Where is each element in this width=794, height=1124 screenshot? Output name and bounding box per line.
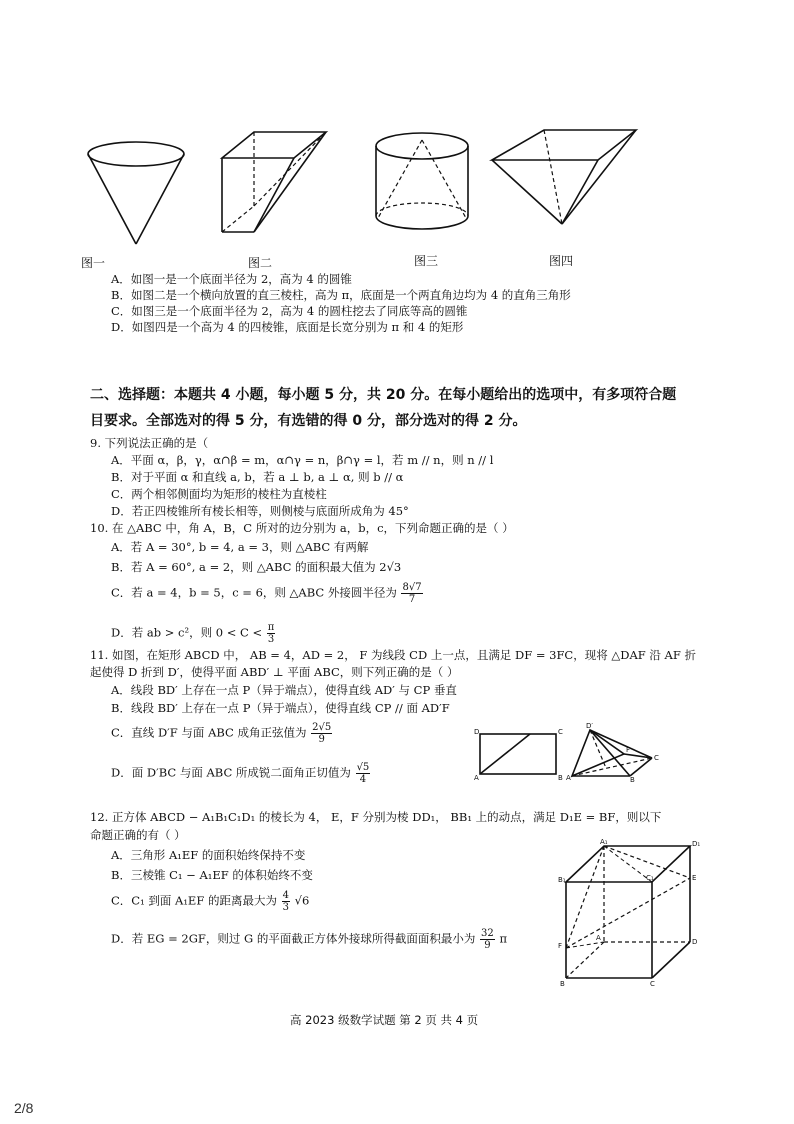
fold-label-a: A [566,774,571,782]
q12-stem-line1: 12. 正方体 ABCD − A₁B₁C₁D₁ 的棱长为 4， E，F 分别为棱 DD₁， BB₁ 上的动点，满足 D₁E = BF，则以下 [90,810,662,824]
q12-stem-line2: 命题正确的有（ ） [90,828,186,842]
q11-option-d-text: D．面 D′BC 与面 ABC 所成锐二面角正切值为 [111,765,351,780]
q10-option-d [111,622,276,645]
q10-option-c [111,582,424,605]
cube-label-d1: D₁ [692,840,701,848]
figure-prism [214,128,344,238]
q11-rectangle-diagram [474,728,564,780]
fold-label-f: F [626,746,631,754]
q9-stem: 9. 下列说法正确的是（ [90,436,209,450]
q8-option-d: D．如图四是一个高为 4 的四棱锥，底面是长宽分别为 π 和 4 的矩形 [111,320,464,334]
rect-label-c: C [558,728,563,736]
q11-option-b: B．线段 BD′ 上存在一点 P（异于端点），使得直线 CP // 面 AD′F [111,701,450,715]
cube-label-e: E [692,874,697,882]
q8-option-a: A．如图一是一个底面半径为 2，高为 4 的圆锥 [111,272,352,286]
q12-option-d [111,928,507,951]
q11-option-d [111,762,371,785]
rect-label-a: A [474,774,479,782]
q11-option-a: A．线段 BD′ 上存在一点 P（异于端点），使得直线 AD′ 与 CP 垂直 [111,683,457,697]
page-footer: 高 2023 级数学试题 第 2 页 共 4 页 [290,1013,479,1027]
q11-option-d-fraction: $\frac{√5}{4}$ [356,762,370,785]
q12-cube-diagram [556,838,706,992]
figure-pyramid [486,124,646,244]
figure-caption-4: 图四 [549,254,574,268]
cube-label-a1: A₁ [600,838,608,846]
q10-option-d-text: D．若 ab > c²，则 0 < C < [111,625,263,640]
figure-cone [80,138,200,248]
q12-option-a: A．三角形 A₁EF 的面积始终保持不变 [111,848,306,862]
page-indicator: 2/8 [14,1100,34,1116]
figure-caption-2: 图二 [248,256,273,270]
q9-option-b: B．对于平面 α 和直线 a, b，若 a ⊥ b, a ⊥ α, 则 b // α [111,470,404,484]
q11-fold-diagram [566,724,662,782]
section-heading-line2: 目要求。全部选对的得 5 分，有选错的得 0 分，部分选对的得 2 分。 [90,413,527,429]
fold-label-dprime: D′ [586,722,593,730]
q10-stem: 10. 在 △ABC 中，角 A，B，C 所对的边分别为 a，b，c，下列命题正确的是（ ） [90,521,514,535]
q10-option-c-fraction: $\frac{8√7}{7}$ [402,582,422,605]
q12-option-d-fraction: $\frac{32}{9}$ [481,928,494,951]
q12-option-d-suffix: π [499,931,507,946]
cube-label-d: D [692,938,698,946]
cube-label-b1: B₁ [558,876,566,884]
cube-label-b: B [560,980,565,988]
q11-option-c-fraction: $\frac{2√5}{9}$ [312,722,332,745]
q12-option-d-text: D．若 EG = 2GF，则过 G 的平面截正方体外接球所得截面面积最小为 [111,931,476,946]
q12-option-c-text: C．C₁ 到面 A₁EF 的距离最大为 [111,893,277,908]
q8-option-b: B．如图二是一个横向放置的直三棱柱，高为 π，底面是一个两直角边均为 4 的直角三角形 [111,288,571,302]
q11-stem-line1: 11. 如图，在矩形 ABCD 中， AB = 4，AD = 2， F 为线段 CD 上一点，且满足 DF = 3FC，现将 △DAF 沿 AF 折 [90,648,696,662]
q10-option-d-fraction: $\frac{\pi}{3}$ [267,622,275,645]
rect-label-d: D [474,728,480,736]
cube-label-f: F [558,942,563,950]
cube-label-c1: C₁ [646,874,654,882]
q10-option-a: A．若 A = 30°, b = 4, a = 3，则 △ABC 有两解 [111,540,369,554]
figure-caption-3: 图三 [414,254,439,268]
q11-option-c-text: C．直线 D′F 与面 ABC 成角正弦值为 [111,725,307,740]
rect-label-b: B [558,774,563,782]
q12-option-c [111,890,309,913]
q10-option-c-text: C．若 a = 4，b = 5，c = 6，则 △ABC 外接圆半径为 [111,585,397,600]
fold-label-c: C [654,754,659,762]
q12-option-b: B．三棱锥 C₁ − A₁EF 的体积始终不变 [111,868,313,882]
q11-stem-line2: 起使得 D 折到 D′，使得平面 ABD′ ⊥ 平面 ABC，则下列正确的是（ ） [90,665,459,679]
q11-option-c [111,722,333,745]
q8-option-c: C．如图三是一个底面半径为 2，高为 4 的圆柱挖去了同底等高的圆锥 [111,304,468,318]
q12-option-c-suffix: √6 [294,893,310,908]
figure-cylinder [370,130,480,245]
fold-label-b: B [630,776,635,784]
cube-label-c: C [650,980,655,988]
q9-option-a: A．平面 α，β，γ，α∩β = m，α∩γ = n，β∩γ = l，若 m // n，则 n // l [111,453,494,467]
cube-label-a: A [596,934,601,942]
section-heading-line1: 二、选择题：本题共 4 小题，每小题 5 分，共 20 分。在每小题给出的选项中，有多项符合题 [90,387,677,403]
q12-option-c-fraction: $\frac{4}{3}$ [282,890,289,913]
q9-option-c: C．两个相邻侧面均为矩形的棱柱为直棱柱 [111,487,327,501]
q9-option-d: D．若正四棱锥所有棱长相等，则侧棱与底面所成角为 45° [111,504,409,518]
q10-option-b: B．若 A = 60°, a = 2，则 △ABC 的面积最大值为 2√3 [111,560,402,574]
figure-caption-1: 图一 [81,256,106,270]
